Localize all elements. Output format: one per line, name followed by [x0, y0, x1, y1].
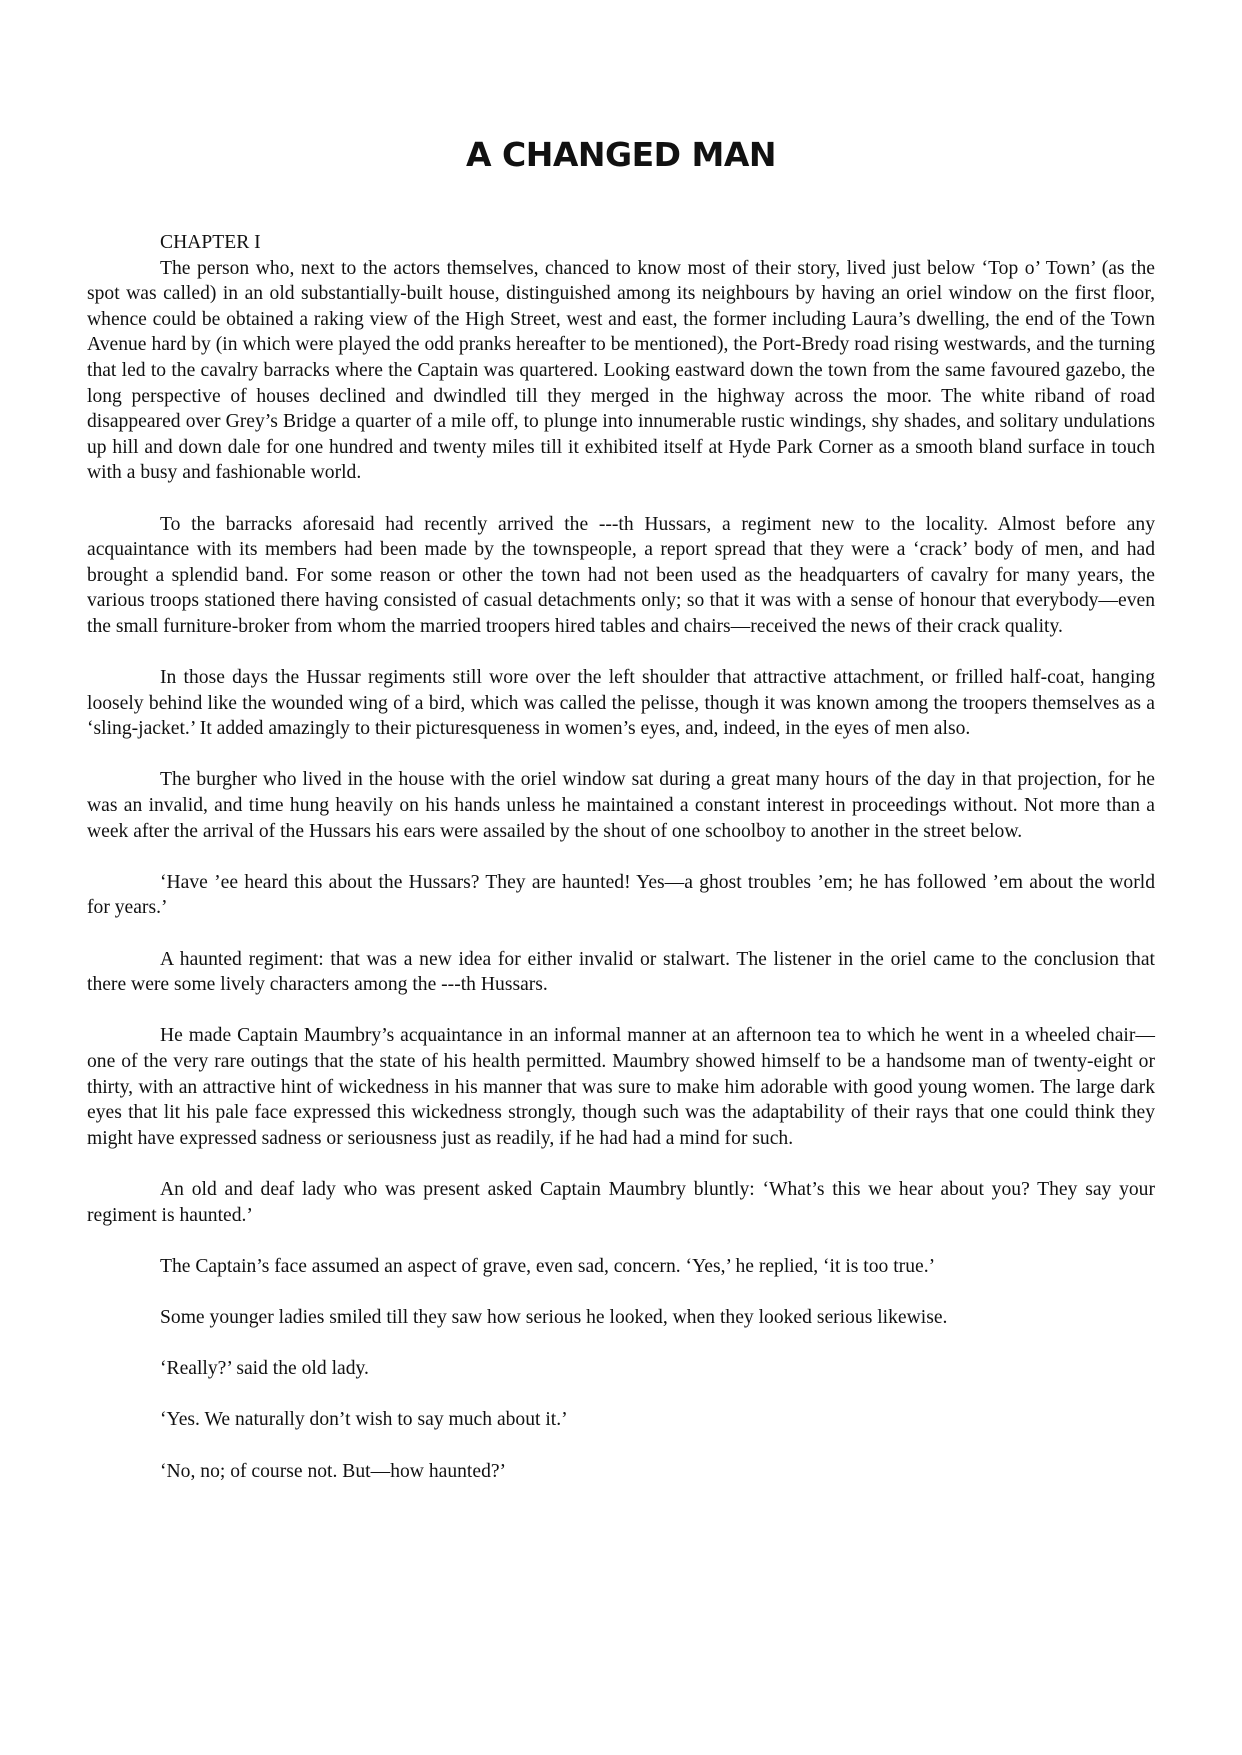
- paragraph: The Captain’s face assumed an aspect of grave, even sad, concern. ‘Yes,’ he replied, ‘it is too true.’: [160, 1255, 936, 1277]
- paragraph: An old and deaf lady who was present asked Captain Maumbry bluntly: ‘What’s this we hear about you? They say your regiment is haunted.’: [87, 1178, 1155, 1226]
- story-body: [87, 230, 1155, 1510]
- paragraph: To the barracks aforesaid had recently arrived the ---th Hussars, a regiment new to the locality. Almost before any acquaintance with its members had been made by the townspeople, a report spread that they were a ‘crack’ body of men, and had brought a splendid band. For some reason or other the town had not been used as the headquarters of cavalry for many years, the various troops stationed there having consisted of casual detachments only; so that it was with a sense of honour that everybody—even the small furniture-broker from whom the married troopers hired tables and chairs—received the news of their crack quality.: [87, 513, 1155, 637]
- paragraph: ‘Have ’ee heard this about the Hussars? They are haunted! Yes—a ghost troubles ’em; he has followed ’em about the world for years.’: [87, 871, 1155, 919]
- paragraph: ‘Yes. We naturally don’t wish to say much about it.’: [160, 1409, 568, 1431]
- paragraph: Some younger ladies smiled till they saw how serious he looked, when they looked serious likewise.: [160, 1306, 948, 1328]
- paragraph: A haunted regiment: that was a new idea for either invalid or stalwart. The listener in the oriel came to the conclusion that there were some lively characters among the ---th Hussars.: [87, 948, 1155, 996]
- paragraph: The person who, next to the actors themselves, chanced to know most of their story, lived just below ‘Top o’ Town’ (as the spot was called) in an old substantially-built house, distinguished among its neighbours by having an oriel window on the first floor, whence could be obtained a raking view of the High Street, west and east, the former including Laura’s dwelling, the end of the Town Avenue hard by (in which were played the odd pranks hereafter to be mentioned), the Port-Bredy road rising westwards, and the turning that led to the cavalry barracks where the Captain was quartered. Looking eastward down the town from the same favoured gazebo, the long perspective of houses declined and dwindled till they merged in the highway across the moor. The white riband of road disappeared over Grey’s Bridge a quarter of a mile off, to plunge into innumerable rustic windings, shy shades, and solitary undulations up hill and down dale for one hundred and twenty miles till it exhibited itself at Hyde Park Corner as a smooth bland surface in touch with a busy and fashionable world.: [87, 257, 1155, 484]
- paragraph: He made Captain Maumbry’s acquaintance in an informal manner at an afternoon tea to which he went in a wheeled chair—one of the very rare outings that the state of his health permitted. Maumbry showed himself to be a handsome man of twenty-eight or thirty, with an attractive hint of wickedness in his manner that was sure to make him adorable with good young women. The large dark eyes that lit his pale face expressed this wickedness strongly, though such was the adaptability of their rays that one could think they might have expressed sadness or seriousness just as readily, if he had had a mind for such.: [87, 1025, 1155, 1149]
- paragraph: ‘Really?’ said the old lady.: [160, 1358, 369, 1380]
- chapter-heading: CHAPTER I: [160, 232, 261, 253]
- paragraph: The burgher who lived in the house with the oriel window sat during a great many hours of the day in that projection, for he was an invalid, and time hung heavily on his hands unless he maintained a constant interest in proceedings without. Not more than a week after the arrival of the Hussars his ears were assailed by the shout of one schoolboy to another in the street below.: [87, 769, 1155, 842]
- story-title: A CHANGED MAN: [465, 135, 777, 174]
- paragraph: ‘No, no; of course not. But—how haunted?’: [160, 1460, 507, 1482]
- paragraph: In those days the Hussar regiments still wore over the left shoulder that attractive attachment, or frilled half-coat, hanging loosely behind like the wounded wing of a bird, which was called the pelisse, though it was known among the troopers themselves as a ‘sling-jacket.’ It added amazingly to their picturesqueness in women’s eyes, and, indeed, in the eyes of men also.: [87, 667, 1155, 740]
